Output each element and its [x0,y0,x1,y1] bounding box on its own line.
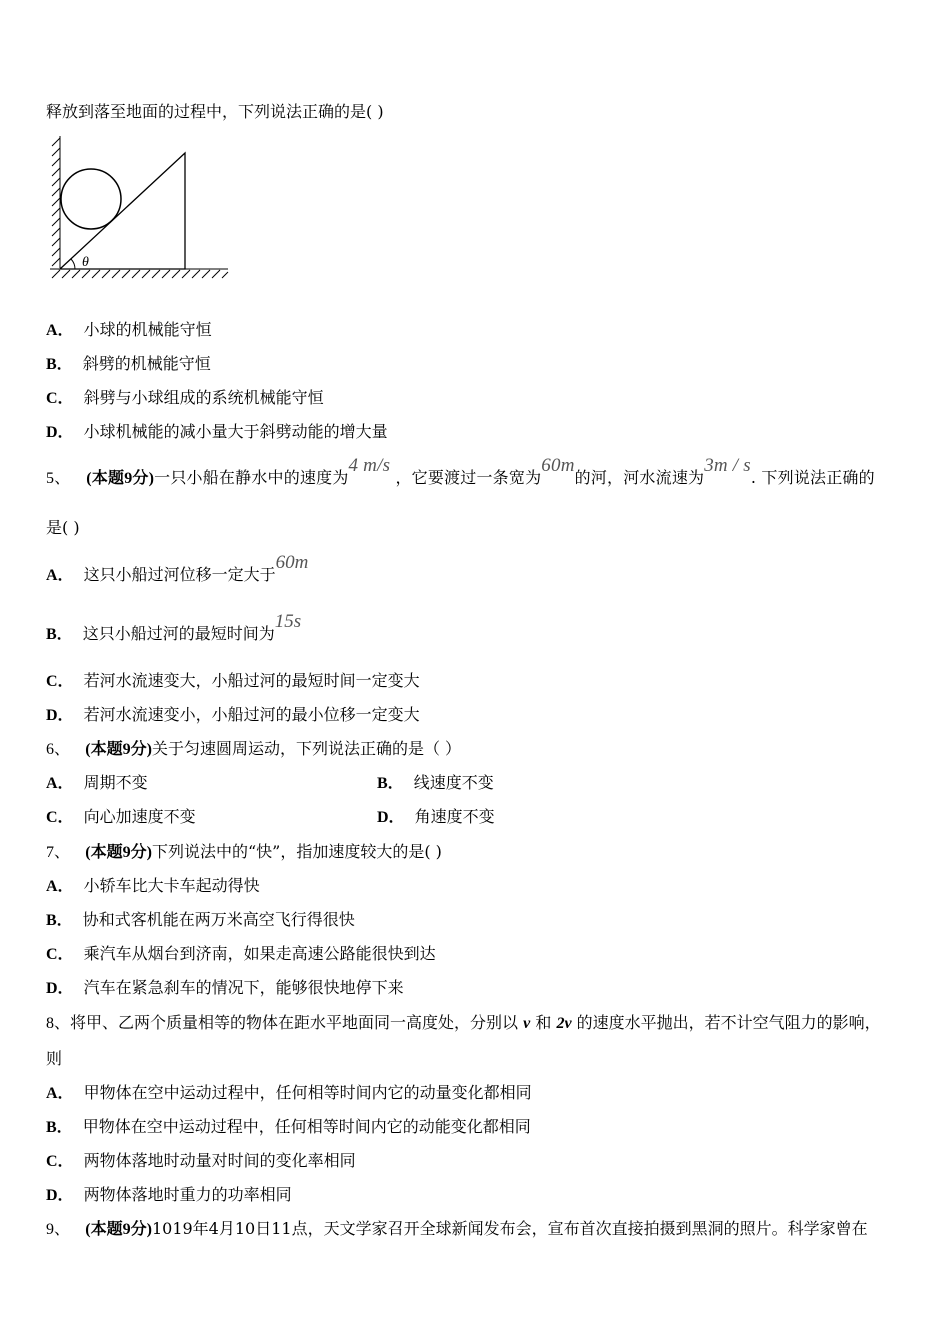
q5-stem: 5、 (本题9分)一只小船在静水中的速度为4 m/s ，它要渡过一条宽为60m的河，河水流速为3m / s. 下列说法正确的 [46,455,875,487]
theta-label: θ [82,255,89,270]
ground-hatch [50,269,228,278]
q6-option-c: C． 向心加速度不变 [46,807,196,826]
angle-arc [71,259,75,269]
q8-option-d: D． 两物体落地时重力的功率相同 [46,1185,292,1204]
q5-stem-cont: 是( ) [46,518,80,537]
q5-option-c: C． 若河水流速变大，小船过河的最短时间一定变大 [46,671,420,690]
q4-option-c: C． 斜劈与小球组成的系统机械能守恒 [46,388,324,407]
q5-math-speed: 4 m/s [348,455,391,476]
q4-option-d: D． 小球机械能的减小量大于斜劈动能的增大量 [46,422,388,441]
q8-option-a: A． 甲物体在空中运动过程中，任何相等时间内它的动量变化都相同 [46,1083,532,1102]
q7-option-a: A． 小轿车比大卡车起动得快 [46,876,260,895]
incline-ball-figure [48,136,233,284]
q5-option-b: B． 这只小船过河的最短时间为15s [46,611,302,643]
q5-option-a: A． 这只小船过河位移一定大于60m [46,552,309,584]
q4-option-b: B． 斜劈的机械能守恒 [46,354,211,373]
q7-option-c: C． 乘汽车从烟台到济南，如果走高速公路能很快到达 [46,944,436,963]
q6-option-b: B． 线速度不变 [377,773,494,792]
q4-option-a: A． 小球的机械能守恒 [46,320,212,339]
q6-option-d: D． 角速度不变 [377,807,495,826]
q5-option-d: D． 若河水流速变小，小船过河的最小位移一定变大 [46,705,420,724]
q8-stem-cont: 则 [46,1049,63,1068]
wall-hatch [52,136,60,268]
q6-option-a: A． 周期不变 [46,773,148,792]
q7-option-b: B． 协和式客机能在两万米高空飞行得很快 [46,910,355,929]
ball [61,169,121,229]
q7-stem: 7、 (本题9分)下列说法中的“快”，指加速度较大的是( ) [46,842,442,861]
wedge [60,153,185,269]
q8-option-c: C． 两物体落地时动量对时间的变化率相同 [46,1151,356,1170]
q8-stem: 8、将甲、乙两个质量相等的物体在距水平地面同一高度处，分别以 v 和 2v 的速度水平抛出，若不计空气阻力的影响， [46,1013,881,1032]
q5-math-width: 60m [541,455,575,476]
q8-option-b: B． 甲物体在空中运动过程中，任何相等时间内它的动能变化都相同 [46,1117,531,1136]
q4-stem-tail: 释放到落至地面的过程中，下列说法正确的是( ) [46,102,384,121]
q6-stem: 6、 (本题9分)关于匀速圆周运动，下列说法正确的是（ ） [46,739,462,758]
q7-option-d: D． 汽车在紧急刹车的情况下，能够很快地停下来 [46,978,404,997]
q5-math-current: 3m / s [704,455,751,476]
q9-stem: 9、 (本题9分)1019年4月10日11点，天文学家召开全球新闻发布会，宣布首次直接拍摄到黑洞的照片。科学家曾在 [46,1219,868,1238]
